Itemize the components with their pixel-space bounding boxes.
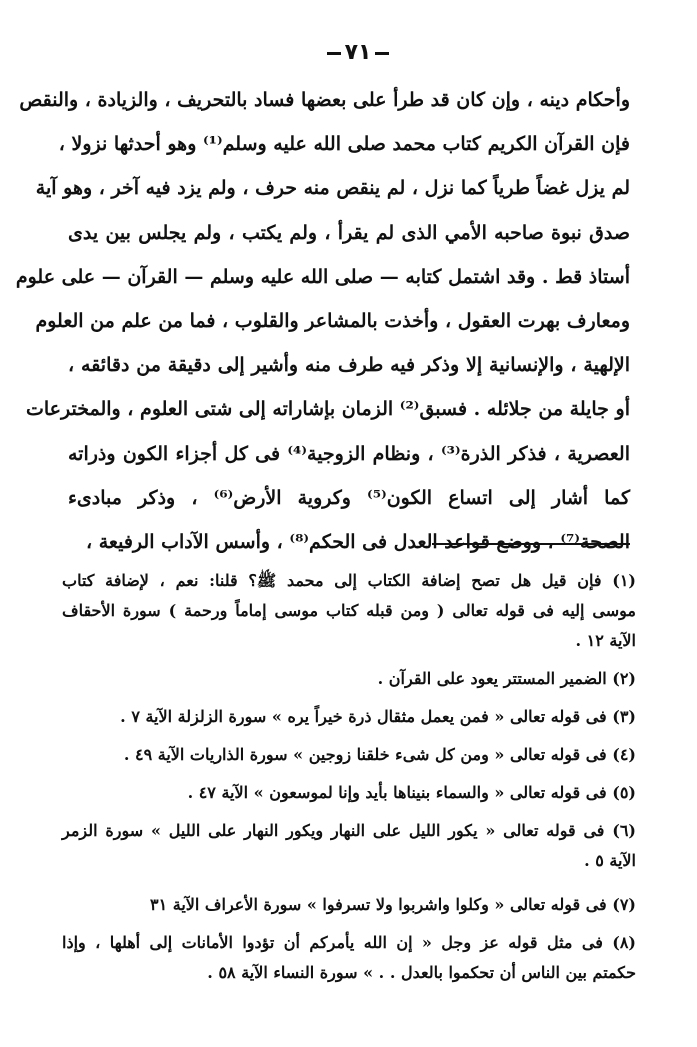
body-line: لم يزل غضاً طرياً كما نزل ، لم ينقص منه حرف ، ولم يزد فيه آخر ، وهو آية (35, 177, 630, 200)
footnote-separator (432, 543, 630, 545)
footnotes (62, 566, 636, 988)
body-line: أستاذ قط . وقد اشتمل كتابه — صلى الله عليه وسلم — القرآن — على علوم (15, 265, 630, 288)
footnote-line: موسى إليه فى قوله تعالى ( ومن قبله كتاب موسى إماماً ورحمة ) سورة الأحقاف (62, 601, 636, 620)
footnote-line: الآية ١٢ . (575, 631, 636, 650)
main-body-text (15, 78, 630, 564)
page-number-dash-left (327, 52, 341, 55)
body-line: الإلهية ، والإنسانية إلا وذكر فيه طرف منه وأشير إلى دقيقة من دقائقه ، (68, 354, 630, 377)
footnote-1 (62, 566, 636, 656)
footnote-5: (٥) فى قوله تعالى « والسماء بنيناها بأيد وإنا لموسعون » الآية ٤٧ . (187, 783, 636, 802)
footnote-line: (٨) فى مثل قوله عز وجل « إن الله يأمركم أن تؤدوا الأمانات إلى أهلها ، وإذا (62, 933, 636, 952)
footnote-7: (٧) فى قوله تعالى « وكلوا واشربوا ولا تسرفوا » سورة الأعراف الآية ٣١ (150, 895, 636, 914)
body-line: العصرية ، فذكر الذرة⁽³⁾ ، ونظام الزوجية⁽⁴⁾ فى كل أجزاء الكون وذراته (68, 442, 630, 465)
footnote-line: حكمتم بين الناس أن تحكموا بالعدل . . » سورة النساء الآية ٥٨ . (207, 963, 636, 982)
page-number (318, 40, 398, 65)
footnote-line: (١) فإن قيل هل تصح إضافة الكتاب إلى محمد ﷺ؟ قلنا: نعم ، لإضافة كتاب (62, 571, 636, 590)
body-line: فإن القرآن الكريم كتاب محمد صلى الله عليه وسلم⁽¹⁾ وهو أحدثها نزولا ، (58, 133, 630, 156)
body-line: ومعارف بهرت العقول ، وأخذت بالمشاعر والقلوب ، فما من علم من العلوم (35, 309, 630, 332)
footnote-3: (٣) فى قوله تعالى « فمن يعمل مثقال ذرة خيراً يره » سورة الزلزلة الآية ٧ . (120, 707, 636, 726)
footnote-8 (62, 928, 636, 988)
page-number-dash-right (375, 52, 389, 55)
body-line: صدق نبوة صاحبه الأمي الذى لم يقرأ ، ولم يكتب ، ولم يجلس بين يدى (68, 221, 630, 244)
body-line: أو جايلة من جلائله . فسبق⁽²⁾ الزمان بإشاراته إلى شتى العلوم ، والمخترعات (25, 398, 630, 421)
footnote-2: (٢) الضمير المستتر يعود على القرآن . (377, 669, 636, 688)
footnote-4: (٤) فى قوله تعالى « ومن كل شىء خلقنا زوجين » سورة الذاريات الآية ٤٩ . (123, 745, 636, 764)
footnote-line: الآية ٥ . (584, 851, 636, 870)
body-line: كما أشار إلى اتساع الكون⁽⁵⁾ وكروية الأرض⁽⁶⁾ ، وذكر مبادىء (68, 486, 630, 509)
page-number-value: ٧١ (344, 40, 372, 65)
footnote-6 (62, 816, 636, 876)
footnote-line: (٦) فى قوله تعالى « يكور الليل على النهار ويكور النهار على الليل » سورة الزمر (62, 821, 636, 840)
body-line: وأحكام دينه ، وإن كان قد طرأ على بعضها فساد بالتحريف ، والزيادة ، والنقص (19, 89, 630, 111)
body-line: الصحة⁽⁷⁾ ، ووضع قواعد العدل فى الحكم⁽⁸⁾ ، وأسس الآداب الرفيعة ، (86, 530, 630, 553)
